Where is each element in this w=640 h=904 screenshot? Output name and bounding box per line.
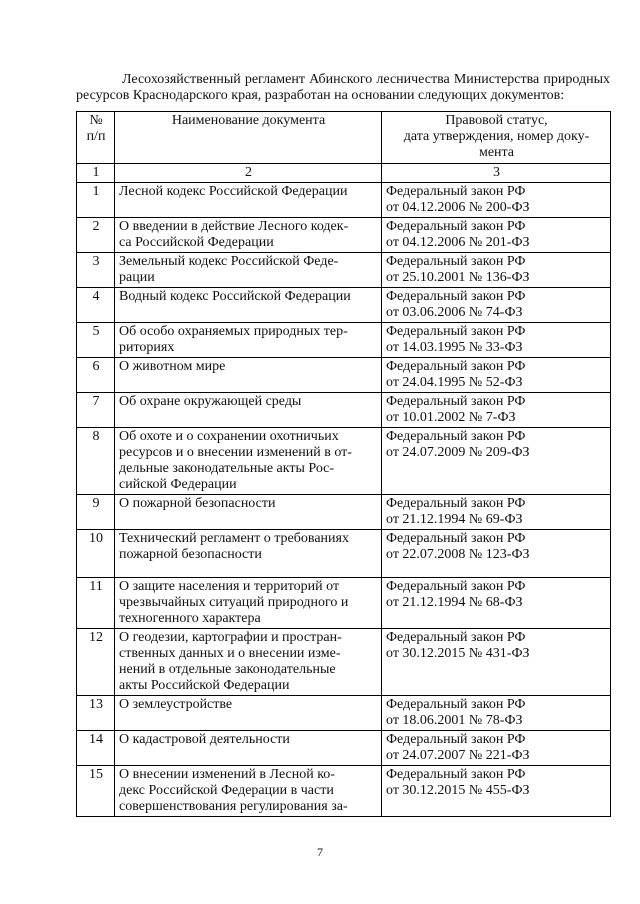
header-name: Наименование документа	[115, 112, 382, 164]
row-number: 3	[77, 253, 115, 288]
header-status: Правовой статус, дата утверждения, номер доку- мента	[382, 112, 611, 164]
row-number: 14	[77, 731, 115, 766]
legal-status: Федеральный закон РФ от 24.04.1995 № 52-ФЗ	[382, 358, 611, 393]
table-row	[77, 183, 611, 218]
row-number: 13	[77, 696, 115, 731]
row-number: 12	[77, 629, 115, 696]
document-name: Земельный кодекс Российской Феде- рации	[115, 253, 382, 288]
column-index-row	[77, 164, 611, 183]
table-row	[77, 323, 611, 358]
document-name: О введении в действие Лесного кодек- са Российской Федерации	[115, 218, 382, 253]
row-number: 9	[77, 495, 115, 530]
legal-status: Федеральный закон РФ от 21.12.1994 № 69-ФЗ	[382, 495, 611, 530]
document-name: О защите населения и территорий от чрезвычайных ситуаций природного и техногенного характера	[115, 578, 382, 629]
intro-paragraph: Лесохозяйственный регламент Абинского лесничества Министерства природных ресурсов Краснодарского края, разработан на основании следующих документов:	[76, 72, 610, 103]
table-row	[77, 253, 611, 288]
table-row	[77, 218, 611, 253]
legal-status: Федеральный закон РФ от 22.07.2008 № 123-ФЗ	[382, 530, 611, 578]
column-index-2: 2	[115, 164, 382, 183]
legal-status: Федеральный закон РФ от 03.06.2006 № 74-ФЗ	[382, 288, 611, 323]
legal-status: Федеральный закон РФ от 24.07.2009 № 209-ФЗ	[382, 428, 611, 495]
document-name: Технический регламент о требованиях пожарной безопасности	[115, 530, 382, 578]
legal-status: Федеральный закон РФ от 10.01.2002 № 7-ФЗ	[382, 393, 611, 428]
legal-status: Федеральный закон РФ от 04.12.2006 № 200-ФЗ	[382, 183, 611, 218]
document-name: Лесной кодекс Российской Федерации	[115, 183, 382, 218]
table-row	[77, 495, 611, 530]
page-number: 7	[317, 845, 323, 859]
row-number: 1	[77, 183, 115, 218]
row-number: 10	[77, 530, 115, 578]
table-row	[77, 358, 611, 393]
legal-status: Федеральный закон РФ от 21.12.1994 № 68-ФЗ	[382, 578, 611, 629]
document-name: О животном мире	[115, 358, 382, 393]
document-name: О кадастровой деятельности	[115, 731, 382, 766]
document-name: О геодезии, картографии и простран- ственных данных и о внесении изме- нений в отдельные законодательные акты Российской Федерации	[115, 629, 382, 696]
legal-status: Федеральный закон РФ от 18.06.2001 № 78-ФЗ	[382, 696, 611, 731]
documents-table	[76, 111, 611, 817]
document-name: Водный кодекс Российской Федерации	[115, 288, 382, 323]
table-row	[77, 731, 611, 766]
column-index-1: 1	[77, 164, 115, 183]
row-number: 8	[77, 428, 115, 495]
document-name: Об особо охраняемых природных тер- риториях	[115, 323, 382, 358]
legal-status: Федеральный закон РФ от 30.12.2015 № 455-ФЗ	[382, 766, 611, 817]
legal-status: Федеральный закон РФ от 25.10.2001 № 136-ФЗ	[382, 253, 611, 288]
column-index-3: 3	[382, 164, 611, 183]
table-row	[77, 766, 611, 817]
legal-status: Федеральный закон РФ от 04.12.2006 № 201-ФЗ	[382, 218, 611, 253]
row-number: 7	[77, 393, 115, 428]
table-row	[77, 428, 611, 495]
row-number: 2	[77, 218, 115, 253]
row-number: 6	[77, 358, 115, 393]
row-number: 15	[77, 766, 115, 817]
table-row	[77, 393, 611, 428]
document-name: О внесении изменений в Лесной ко- декс Российской Федерации в части совершенствования регулирования за-	[115, 766, 382, 817]
legal-status: Федеральный закон РФ от 30.12.2015 № 431-ФЗ	[382, 629, 611, 696]
document-name: Об охоте и о сохранении охотничьих ресурсов и о внесении изменений в от- дельные законодательные акты Рос- сийской Федерации	[115, 428, 382, 495]
row-number: 4	[77, 288, 115, 323]
table-row	[77, 696, 611, 731]
table-row	[77, 629, 611, 696]
header-num: № п/п	[77, 112, 115, 164]
table-header	[77, 112, 611, 183]
table-row	[77, 530, 611, 578]
row-number: 5	[77, 323, 115, 358]
document-name: О землеустройстве	[115, 696, 382, 731]
legal-status: Федеральный закон РФ от 24.07.2007 № 221-ФЗ	[382, 731, 611, 766]
header-row	[77, 112, 611, 164]
legal-status: Федеральный закон РФ от 14.03.1995 № 33-ФЗ	[382, 323, 611, 358]
document-name: Об охране окружающей среды	[115, 393, 382, 428]
row-number: 11	[77, 578, 115, 629]
document-name: О пожарной безопасности	[115, 495, 382, 530]
table-row	[77, 578, 611, 629]
table-body	[77, 183, 611, 817]
table-row	[77, 288, 611, 323]
